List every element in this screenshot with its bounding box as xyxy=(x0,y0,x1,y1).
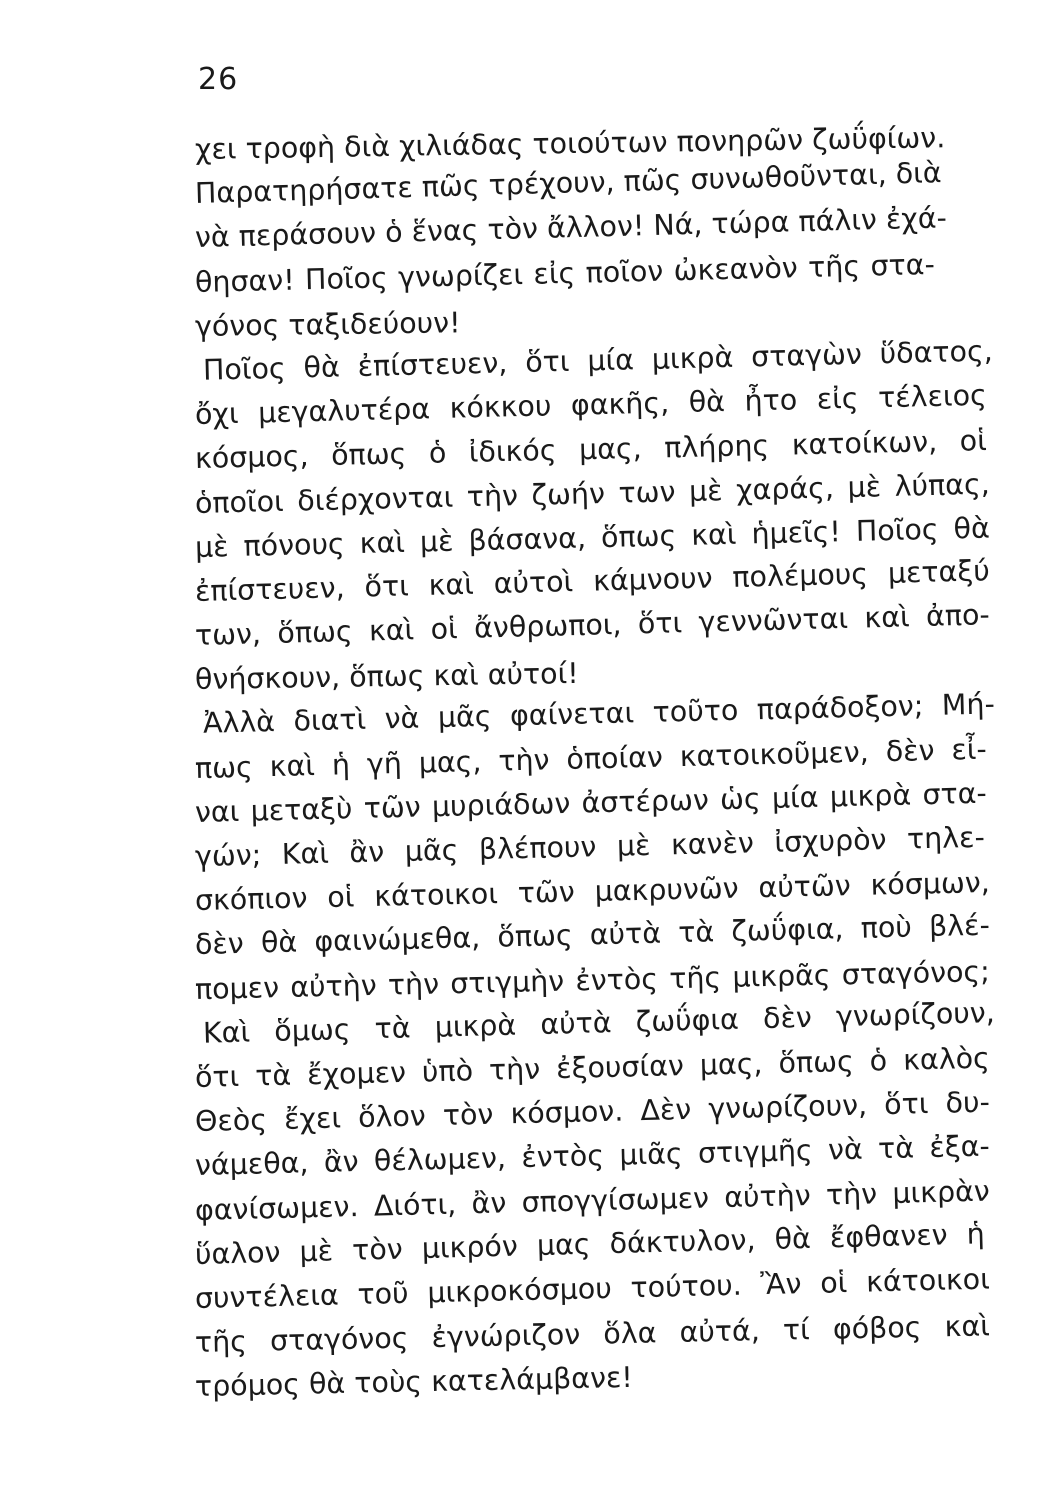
text-line: νάμεθα, ἂν θέλωμεν, ἐντὸς μιᾶς στιγμῆς νὰ τὰ ἐξα- xyxy=(194,1129,991,1183)
text-line: ὕαλον μὲ τὸν μικρόν μας δάκτυλον, θὰ ἔφθανεν ἡ xyxy=(194,1217,986,1271)
text-line: τρόμος θὰ τοὺς κατελάμβανε! xyxy=(194,1361,634,1404)
text-line: πως καὶ ἡ γῆ μας, τὴν ὁποίαν κατοικοῦμεν, δὲν εἶ- xyxy=(194,732,988,785)
text-line: Καὶ ὅμως τὰ μικρὰ αὐτὰ ζωΰφια δὲν γνωρίζουν, xyxy=(202,995,996,1050)
text-line: τῆς σταγόνος ἐγνώριζον ὅλα αὐτά, τί φόβος καὶ xyxy=(194,1309,991,1360)
text-line: των, ὅπως καὶ οἱ ἄνθρωποι, ὅτι γεννῶνται καὶ ἀπο- xyxy=(194,598,991,653)
text-line: χει τροφὴ διὰ χιλιάδας τοιούτων πονηρῶν ζωΰφίων. xyxy=(194,121,946,166)
text-line: νὰ περάσουν ὁ ἕνας τὸν ἄλλον! Νά, τώρα πάλιν ἐχά- xyxy=(194,201,948,255)
text-line: Ποῖος θὰ ἐπίστευεν, ὅτι μία μικρὰ σταγὼν ὕδατος, xyxy=(202,334,994,387)
text-line: ὁποῖοι διέρχονται τὴν ζωήν των μὲ χαράς, μὲ λύπας, xyxy=(194,467,991,520)
text-line: συντέλεια τοῦ μικροκόσμου τούτου. Ἂν οἱ κάτοικοι xyxy=(194,1262,991,1315)
page-number: 26 xyxy=(198,62,239,97)
text-line: φανίσωμεν. Διότι, ἂν σπογγίσωμεν αὐτὴν τὴν μικρὰν xyxy=(194,1174,991,1227)
text-line: Παρατηρήσατε πῶς τρέχουν, πῶς συνωθοῦνται, διὰ xyxy=(194,156,943,211)
text-line: θνήσκουν, ὅπως καὶ αὐτοί! xyxy=(194,657,579,697)
text-line: Ἀλλὰ διατὶ νὰ μᾶς φαίνεται τοῦτο παράδοξον; Μή- xyxy=(202,687,996,741)
text-line: ὄχι μεγαλυτέρα κόκκου φακῆς, θὰ ἦτο εἰς τέλειος xyxy=(194,378,988,432)
text-line: ἐπίστευεν, ὅτι καὶ αὐτοὶ κάμνουν πολέμους μεταξύ xyxy=(194,554,991,608)
text-line: κόσμος, ὅπως ὁ ἰδικός μας, πλήρης κατοίκων, οἱ xyxy=(194,424,988,476)
text-line: δὲν θὰ φαινώμεθα, ὅπως αὐτὰ τὰ ζωΰφια, ποὺ βλέ- xyxy=(194,908,991,962)
text-line: μὲ πόνους καὶ μὲ βάσανα, ὅπως καὶ ἡμεῖς! Ποῖος θὰ xyxy=(194,511,991,564)
text-line: Θεὸς ἔχει ὅλον τὸν κόσμον. Δὲν γνωρίζουν, ὅτι δυ- xyxy=(194,1085,991,1139)
body-text xyxy=(194,121,1010,1409)
text-line: γών; Καὶ ἂν μᾶς βλέπουν μὲ κανὲν ἰσχυρὸν τηλε- xyxy=(194,820,986,873)
text-line: γόνος ταξιδεύουν! xyxy=(194,306,461,343)
text-line: ναι μεταξὺ τῶν μυριάδων ἀστέρων ὡς μία μικρὰ στα- xyxy=(194,776,988,829)
text-line: σκόπιον οἱ κάτοικοι τῶν μακρυνῶν αὐτῶν κόσμων, xyxy=(194,866,991,918)
text-line: πομεν αὐτὴν τὴν στιγμὴν ἐντὸς τῆς μικρᾶς σταγόνος; xyxy=(194,954,991,1006)
text-line: ὅτι τὰ ἔχομεν ὑπὸ τὴν ἐξουσίαν μας, ὅπως ὁ καλὸς xyxy=(194,1041,991,1094)
text-line: θησαν! Ποῖος γνωρίζει εἰς ποῖον ὠκεανὸν τῆς στα- xyxy=(194,247,936,299)
